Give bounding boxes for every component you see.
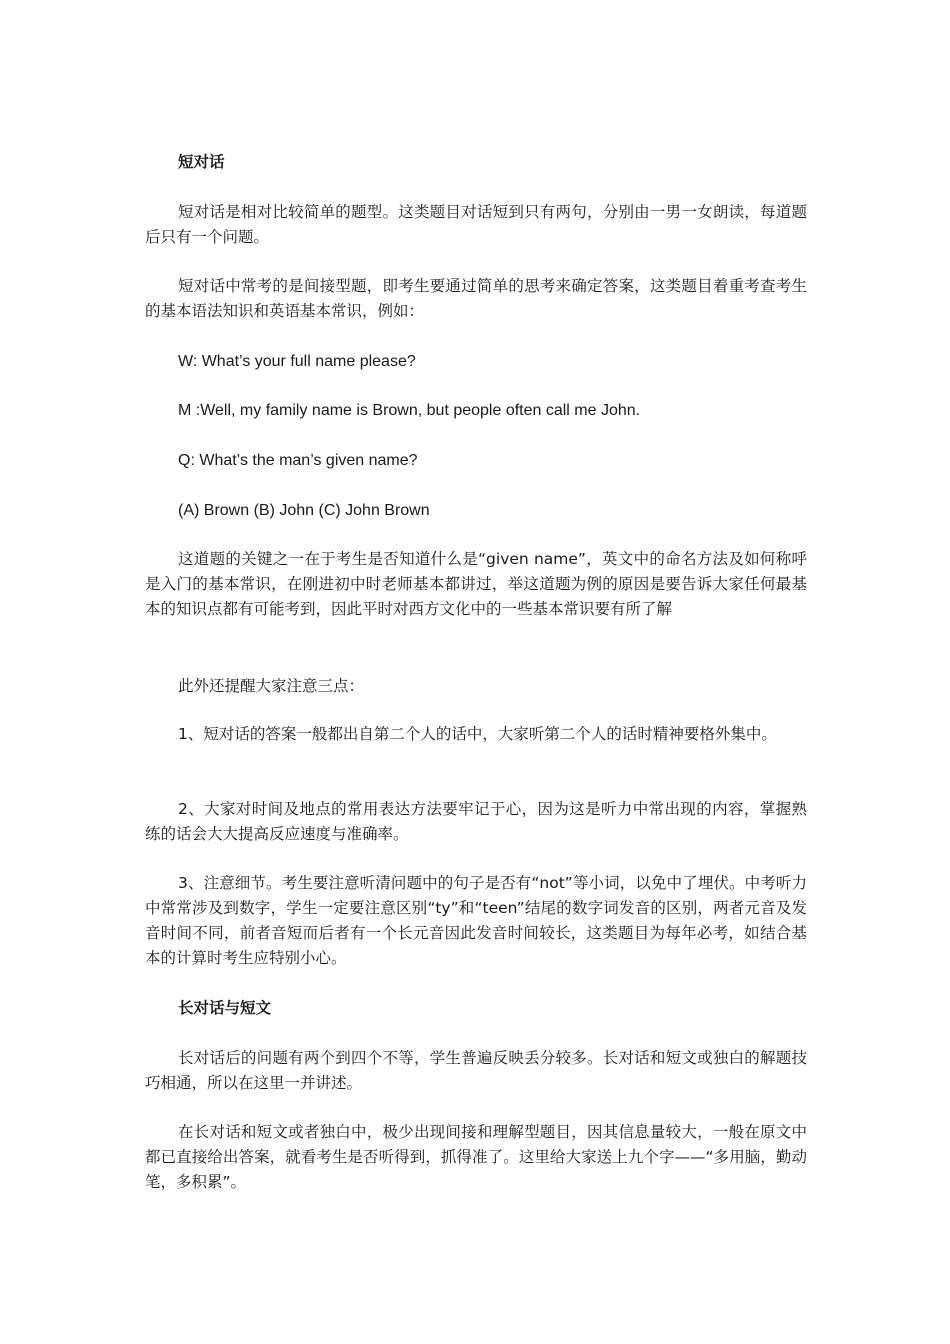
list-item-point-2: 2、大家对时间及地点的常用表达方法要牢记于心，因为这是听力中常出现的内容，掌握熟练的话会大大提高反应速度与准确率。 <box>145 800 807 843</box>
paragraph-three-points-intro: 此外还提醒大家注意三点： <box>178 677 365 695</box>
paragraph-long-dialogue-tips: 在长对话和短文或者独白中，极少出现间接和理解型题目，因其信息量较大，一般在原文中都已直接给出答案，就看考生是否听得到，抓得准了。这里给大家送上九个字——“多用脑，勤动笔，多积累”。 <box>145 1123 807 1191</box>
paragraph-given-name-explanation: 这道题的关键之一在于考生是否知道什么是“given name”，英文中的命名方法及如何称呼是入门的基本常识，在刚进初中时老师基本都讲过，举这道题为例的原因是要告诉大家任何最基本的知识点都有可能考到，因此平时对西方文化中的一些基本常识要有所了解 <box>145 550 807 618</box>
paragraph-indirect-questions: 短对话中常考的是间接型题，即考生要通过简单的思考来确定答案，这类题目着重考查考生的基本语法知识和英语基本常识，例如： <box>145 277 807 320</box>
list-item-point-1: 1、短对话的答案一般都出自第二个人的话中，大家听第二个人的话时精神要格外集中。 <box>178 725 777 743</box>
paragraph-long-dialogue-intro: 长对话后的问题有两个到四个不等，学生普遍反映丢分较多。长对话和短文或独白的解题技巧相通，所以在这里一并讲述。 <box>145 1049 807 1092</box>
example-options: (A) Brown (B) John (C) John Brown <box>178 502 430 519</box>
example-line-w: W: What’s your full name please? <box>178 353 416 370</box>
example-line-m: M :Well, my family name is Brown, but people often call me John. <box>178 402 641 419</box>
section-heading-short-dialogue: 短对话 <box>178 153 225 171</box>
list-item-point-3: 3、注意细节。考生要注意听清问题中的句子是否有“not”等小词，以免中了埋伏。中考听力中常常涉及到数字，学生一定要注意区别“ty”和“teen”结尾的数字词发音的区别，两者元音及发音时间不同，前者音短而后者有一个长元音因此发音时间较长，这类题目为每年必考，如结合基本的计算时考生应特别小心。 <box>145 874 807 967</box>
example-line-q: Q: What’s the man’s given name? <box>178 452 418 469</box>
section-heading-long-dialogue: 长对话与短文 <box>178 999 272 1017</box>
paragraph-intro: 短对话是相对比较简单的题型。这类题目对话短到只有两句，分别由一男一女朗读，每道题后只有一个问题。 <box>145 203 807 246</box>
